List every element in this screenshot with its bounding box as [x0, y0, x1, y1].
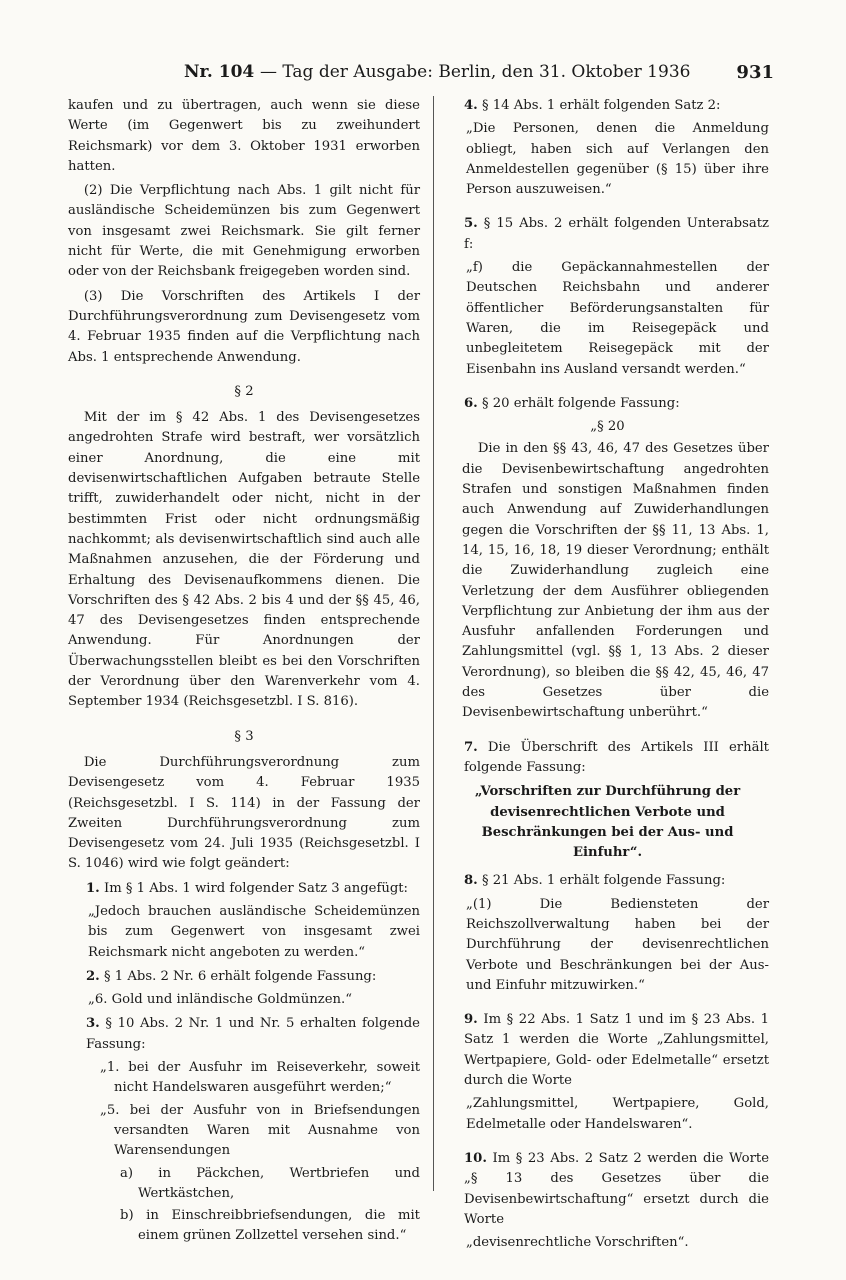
list-item: 5. § 15 Abs. 2 erhält folgenden Unterabsatz f: — [464, 216, 769, 252]
issue-number: Nr. 104 — [184, 62, 255, 82]
quoted-text: „(1) Die Bediensteten der Reichszollverwaltung haben bei der Durchführung der devisenrechtlichen Verbote und Beschränkungen bei der Aus- und Einfuhr mitzuwirken.“ — [466, 896, 769, 993]
quoted-text: a) in Päckchen, Wertbriefen und Wertkästchen, — [120, 1165, 420, 1201]
quoted-text: „1. bei der Ausfuhr im Reiseverkehr, soweit nicht Handelswaren ausgeführt werden;“ — [100, 1060, 420, 1096]
paragraph: kaufen und zu übertragen, auch wenn sie diese Werte (im Gegenwert bis zu zweihundert Reichsmark) vor dem 3. Oktober 1931 erworben hatten. — [68, 98, 420, 174]
issue-date-line: — Tag der Ausgabe: Berlin, den 31. Oktober 1936 — [260, 62, 691, 82]
list-item: 3. § 10 Abs. 2 Nr. 1 und Nr. 5 erhalten folgende Fassung: — [86, 1016, 420, 1052]
paragraph: Mit der im § 42 Abs. 1 des Devisengesetzes angedrohten Strafe wird bestraft, wer vorsätzlich einer Anordnung, die eine mit devisenwirtschaftlichen Aufgaben betraute Stelle trifft, zuwiderhandelt oder nicht, nicht in der bestimmten Frist oder nicht ordnungsmäßig nachkommt; als devisenwirtschaftlich sind auch alle Maßnahmen anzusehen, die der Förderung und Erhaltung des Devisenaufkommens dienen. Die Vorschriften des § 42 Abs. 2 bis 4 und der §§ 45, 46, 47 des Devisengesetzes finden entsprechende Anwendung. Für Anordnungen der Überwachungsstellen bleibt es bei den Vorschriften der Verordnung über den Warenverkehr vom 4. September 1934 (Reichsgesetzbl. I S. 816). — [68, 410, 420, 710]
list-item: 7. Die Überschrift des Artikels III erhält folgende Fassung: — [464, 739, 769, 775]
quoted-text: Die in den §§ 43, 46, 47 des Gesetzes über die Devisenbewirtschaftung angedrohten Strafen und sonstigen Maßnahmen finden auch Anwendung auf Zuwiderhandlungen gegen die Vorschriften der §§ 11, 13 Abs. 1, 14, 15, 16, 18, 19 dieser Verordnung; enthält die Zuwiderhandlung zugleich eine Verletzung der dem Ausführer obliegenden Verpflichtung zur Anbietung der ihm aus der Ausfuhr anfallenden Forderungen und Zahlungsmittel (vgl. §§ 1, 13 Abs. 2 dieser Verordnung), so bleiben die §§ 42, 45, 46, 47 des Gesetzes über die Devisenbewirtschaftung unberührt.“ — [462, 441, 769, 721]
list-item: 1. Im § 1 Abs. 1 wird folgender Satz 3 angefügt: — [86, 880, 408, 896]
list-item: 2. § 1 Abs. 2 Nr. 6 erhält folgende Fassung: — [86, 968, 377, 984]
list-item: 10. Im § 23 Abs. 2 Satz 2 werden die Worte „§ 13 des Gesetzes über die Devisenbewirtschaftung“ ersetzt durch die Worte — [464, 1150, 769, 1227]
quoted-text: „6. Gold und inländische Goldmünzen.“ — [88, 992, 352, 1008]
list-item: 9. Im § 22 Abs. 1 Satz 1 und im § 23 Abs. 1 Satz 1 werden die Worte „Zahlungsmittel, Wertpapiere, Gold- oder Edelmetalle“ ersetzt durch die Worte — [464, 1012, 769, 1089]
page-number: 931 — [736, 62, 774, 83]
right-column — [446, 96, 769, 1257]
list-item: 4. § 14 Abs. 1 erhält folgenden Satz 2: — [464, 98, 721, 113]
quoted-text: b) in Einschreibbriefsendungen, die mit einem grünen Zollzettel versehen sind.“ — [120, 1208, 420, 1244]
section-heading: § 3 — [234, 728, 254, 744]
quoted-text: „Zahlungsmittel, Wertpapiere, Gold, Edelmetalle oder Handelswaren“. — [466, 1096, 769, 1132]
quoted-text: „Die Personen, denen die Anmeldung obliegt, haben sich auf Verlangen den Anmeldestellen gegenüber (§ 15) über ihre Person auszuweisen.“ — [466, 121, 769, 198]
quoted-text: „5. bei der Ausfuhr von in Briefsendungen versandten Waren mit Ausnahme von Warensendungen — [100, 1102, 420, 1159]
quoted-text: „Jedoch brauchen ausländische Scheidemünzen bis zum Gegenwert von insgesamt zwei Reichsmark nicht angeboten zu werden.“ — [88, 903, 420, 960]
paragraph: (3) Die Vorschriften des Artikels I der Durchführungsverordnung zum Devisengesetz vom 4. Februar 1935 finden auf die Verpflichtung nach Abs. 1 entsprechende Anwendung. — [68, 288, 420, 365]
section-heading: § 2 — [234, 383, 254, 399]
paragraph: (2) Die Verpflichtung nach Abs. 1 gilt nicht für ausländische Scheidemünzen bis zum Gegenwert von insgesamt zwei Reichsmark. Sie gilt ferner nicht für Werte, die mit Genehmigung erworben oder von der Reichsbank freigegeben worden sind. — [68, 183, 420, 280]
quoted-text: „f) die Gepäckannahmestellen der Deutschen Reichsbahn und anderer öffentlicher Beförderungsanstalten für Waren, die im Reisegepäck und unbegleitetem Reisegepäck mit der Eisenbahn ins Ausland versandt werden.“ — [466, 260, 769, 377]
quoted-heading: „Vorschriften zur Durchführung der devisenrechtlichen Verbote und Beschränkungen bei der Aus- und Einfuhr“. — [474, 784, 741, 861]
left-column — [68, 96, 420, 1249]
section-heading: „§ 20 — [590, 419, 625, 435]
list-item: 8. § 21 Abs. 1 erhält folgende Fassung: — [464, 873, 726, 889]
paragraph: Die Durchführungsverordnung zum Devisengesetz vom 4. Februar 1935 (Reichsgesetzbl. I S. 114) in der Fassung der Zweiten Durchführungsverordnung zum Devisengesetz vom 24. Juli 1935 (Reichsgesetzbl. I S. 1046) wird wie folgt geändert: — [68, 754, 420, 872]
column-divider — [433, 96, 434, 1191]
quoted-text: „devisenrechtliche Vorschriften“. — [466, 1235, 689, 1251]
list-item: 6. § 20 erhält folgende Fassung: — [464, 395, 680, 411]
page-header — [184, 62, 774, 88]
